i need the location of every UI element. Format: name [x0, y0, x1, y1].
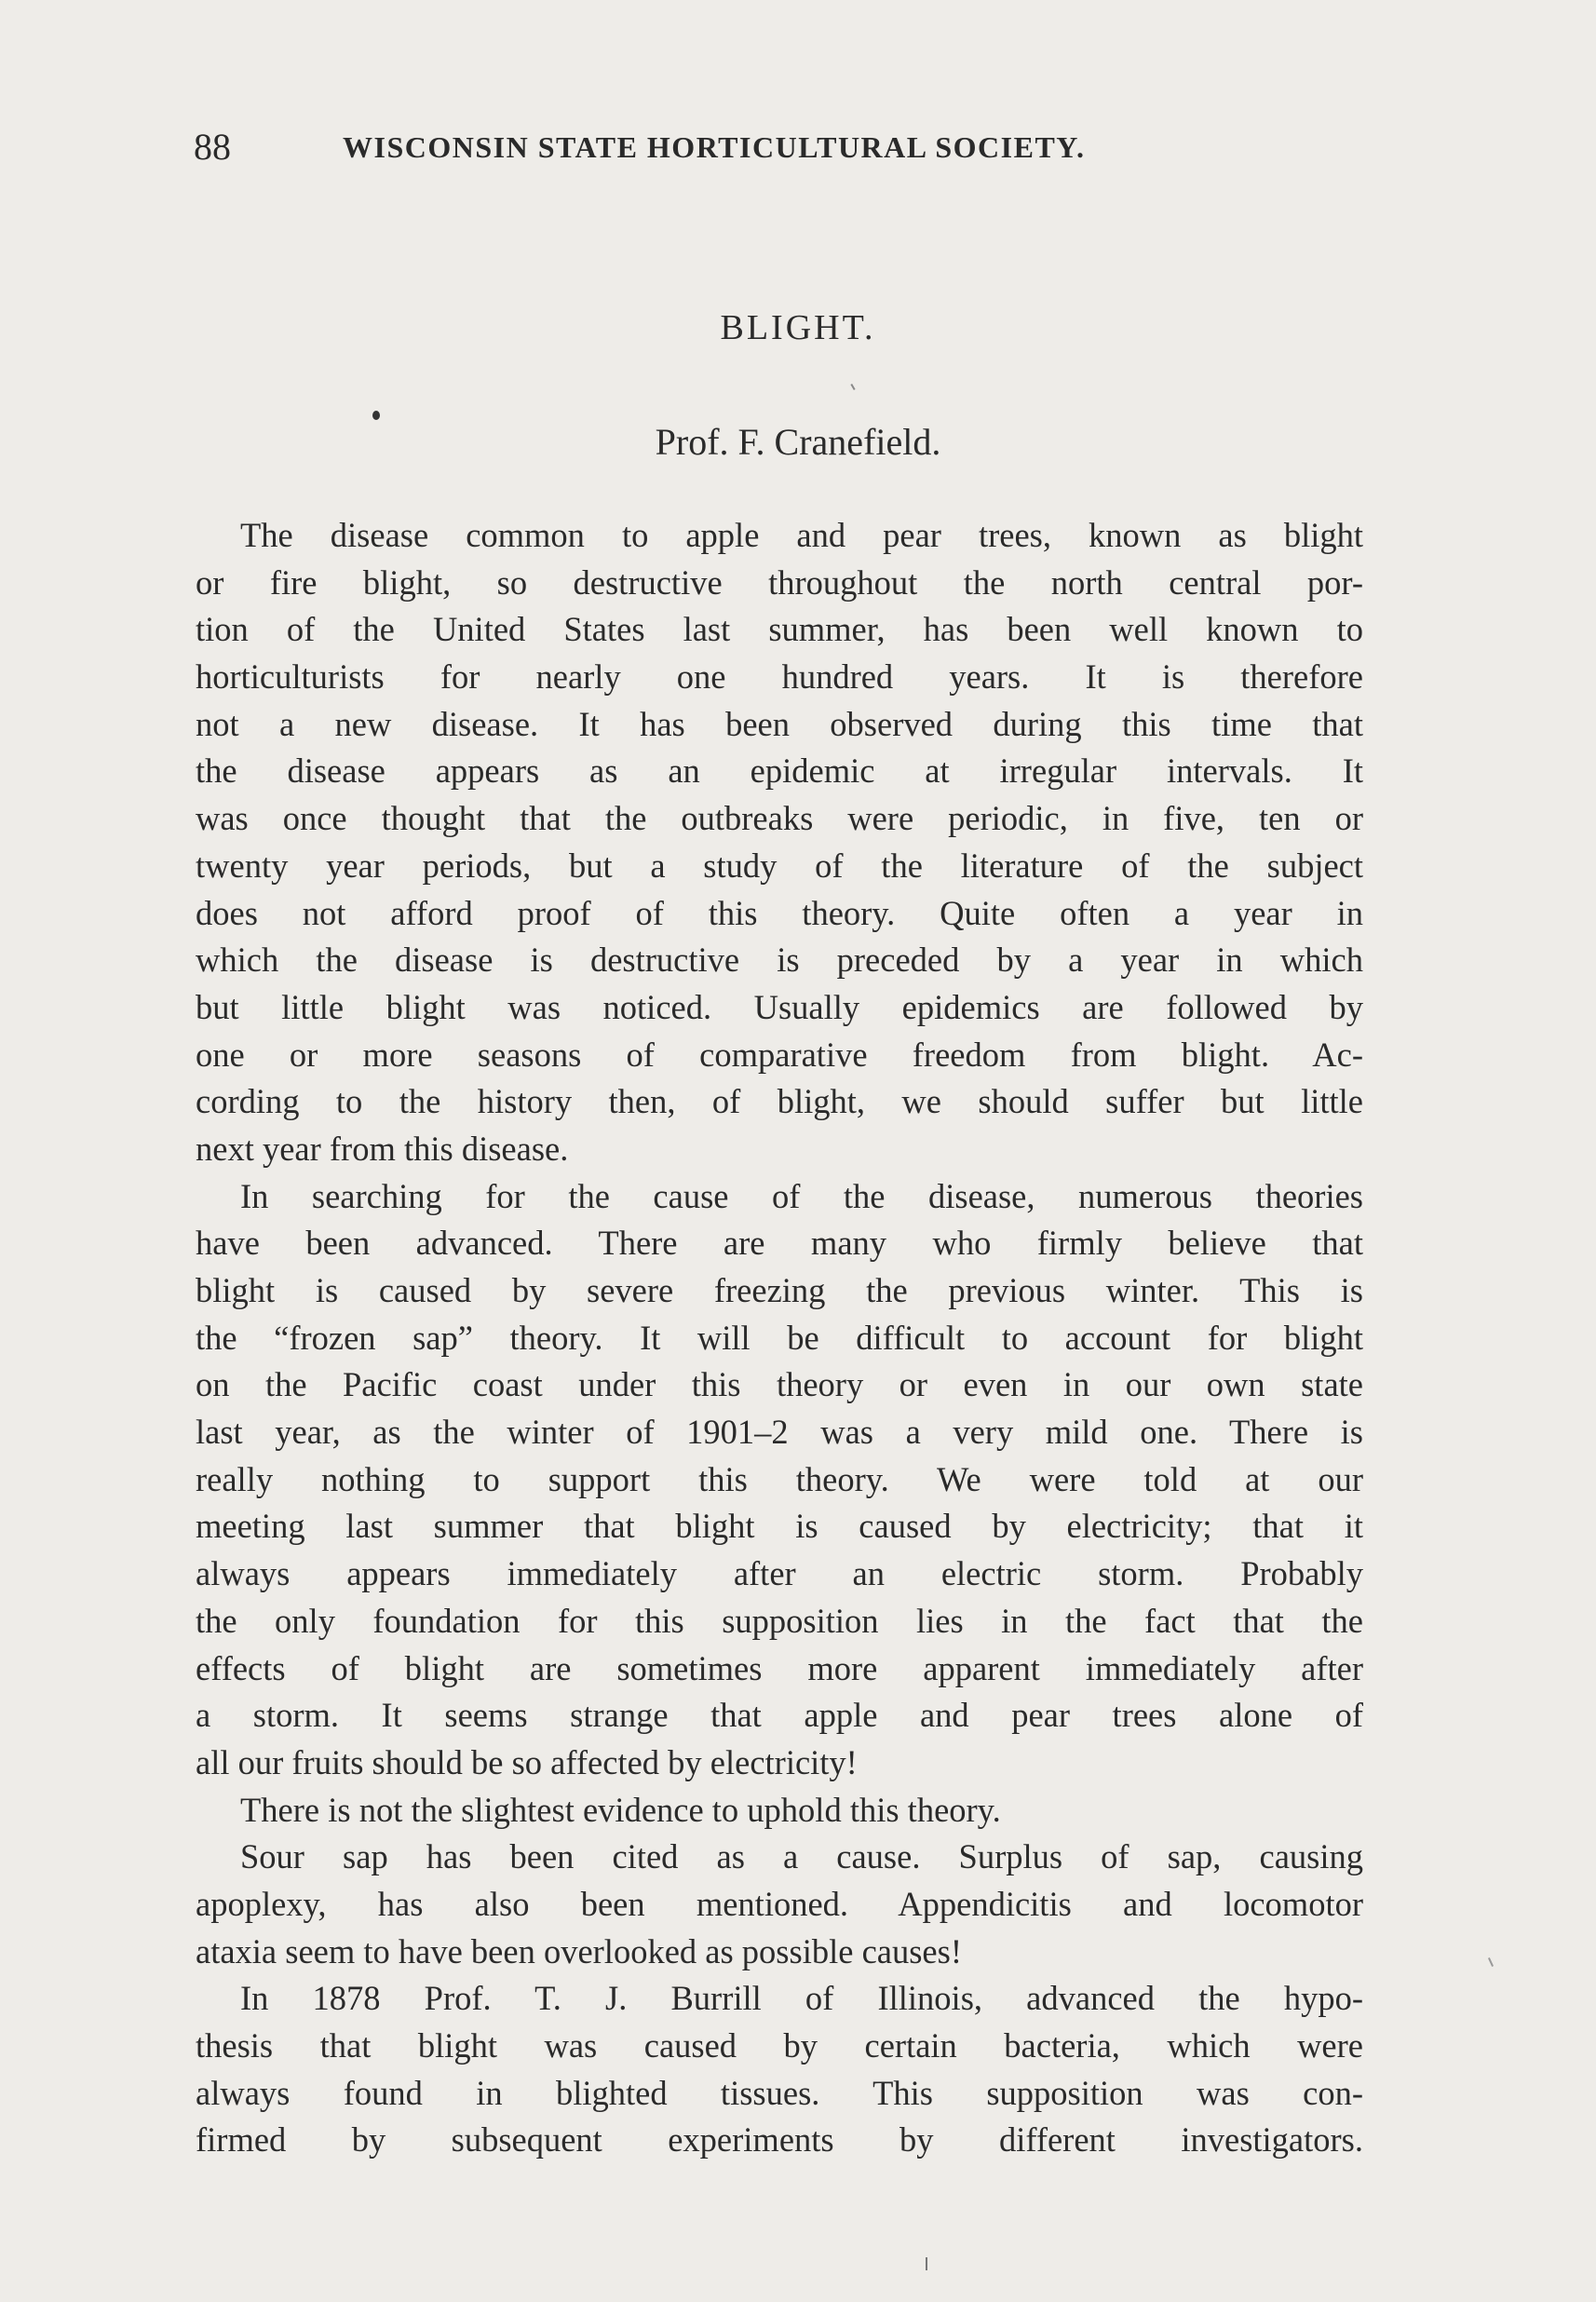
- text-line: firmed by subsequent experiments by different investigators.: [196, 2120, 1363, 2160]
- text-line: In 1878 Prof. T. J. Burrill of Illinois, advanced the hypo-: [240, 1979, 1363, 2018]
- article-body: [196, 512, 1363, 2164]
- print-speck: [850, 384, 855, 390]
- text-line: thesis that blight was caused by certain bacteria, which were: [196, 2026, 1363, 2065]
- page-number: 88: [194, 126, 231, 168]
- text-line: effects of blight are sometimes more apparent immediately after: [196, 1648, 1363, 1687]
- text-line: There is not the slightest evidence to uphold this theory.: [240, 1790, 1001, 1829]
- text-line: apoplexy, has also been mentioned. Appendicitis and locomotor: [196, 1884, 1363, 1923]
- text-line: blight is caused by severe freezing the previous winter. This is: [196, 1271, 1363, 1309]
- article-title: BLIGHT.: [720, 308, 876, 347]
- text-line: always appears immediately after an electric storm. Probably: [196, 1554, 1363, 1593]
- running-head: [194, 121, 1222, 173]
- text-line: on the Pacific coast under this theory or even in our own state: [196, 1365, 1363, 1404]
- text-line: the only foundation for this supposition lies in the fact that the: [196, 1601, 1363, 1640]
- journal-title: WISCONSIN STATE HORTICULTURAL SOCIETY.: [343, 130, 1086, 164]
- text-line: Sour sap has been cited as a cause. Surplus of sap, causing: [240, 1837, 1363, 1876]
- text-line: In searching for the cause of the disease, numerous theories: [240, 1176, 1363, 1215]
- text-line: next year from this disease.: [196, 1129, 569, 1168]
- text-line: does not afford proof of this theory. Quite often a year in: [196, 893, 1363, 932]
- text-line: all our fruits should be so affected by electricity!: [196, 1742, 858, 1781]
- article-author: Prof. F. Cranefield.: [655, 421, 941, 463]
- text-line: but little blight was noticed. Usually epidemics are followed by: [196, 987, 1363, 1026]
- text-line: last year, as the winter of 1901–2 was a very mild one. There is: [196, 1413, 1363, 1452]
- text-line: the “frozen sap” theory. It will be difficult to account for blight: [196, 1318, 1363, 1357]
- text-line: really nothing to support this theory. We were told at our: [196, 1459, 1363, 1498]
- text-line: the disease appears as an epidemic at irregular intervals. It: [196, 752, 1363, 791]
- text-line: The disease common to apple and pear trees, known as blight: [240, 516, 1363, 554]
- print-speck: [926, 2257, 927, 2270]
- text-line: one or more seasons of comparative freedom from blight. Ac-: [196, 1035, 1363, 1074]
- text-line: cording to the history then, of blight, we should suffer but little: [196, 1082, 1363, 1121]
- text-line: twenty year periods, but a study of the literature of the subject: [196, 846, 1363, 885]
- text-line: have been advanced. There are many who firmly believe that: [196, 1224, 1363, 1263]
- text-line: was once thought that the outbreaks were periodic, in five, ten or: [196, 799, 1363, 838]
- print-speck: [1488, 1957, 1494, 1967]
- text-line: or fire blight, so destructive throughout the north central por-: [196, 562, 1363, 602]
- text-line: tion of the United States last summer, has been well known to: [196, 610, 1363, 649]
- text-line: a storm. It seems strange that apple and pear trees alone of: [196, 1696, 1363, 1735]
- text-line: which the disease is destructive is preceded by a year in which: [196, 941, 1363, 980]
- text-line: not a new disease. It has been observed during this time that: [196, 704, 1363, 743]
- text-line: ataxia seem to have been overlooked as possible causes!: [196, 1931, 962, 1970]
- text-line: always found in blighted tissues. This supposition was con-: [196, 2073, 1363, 2112]
- text-line: meeting last summer that blight is caused by electricity; that it: [196, 1507, 1363, 1546]
- text-line: horticulturists for nearly one hundred years. It is therefore: [196, 657, 1363, 697]
